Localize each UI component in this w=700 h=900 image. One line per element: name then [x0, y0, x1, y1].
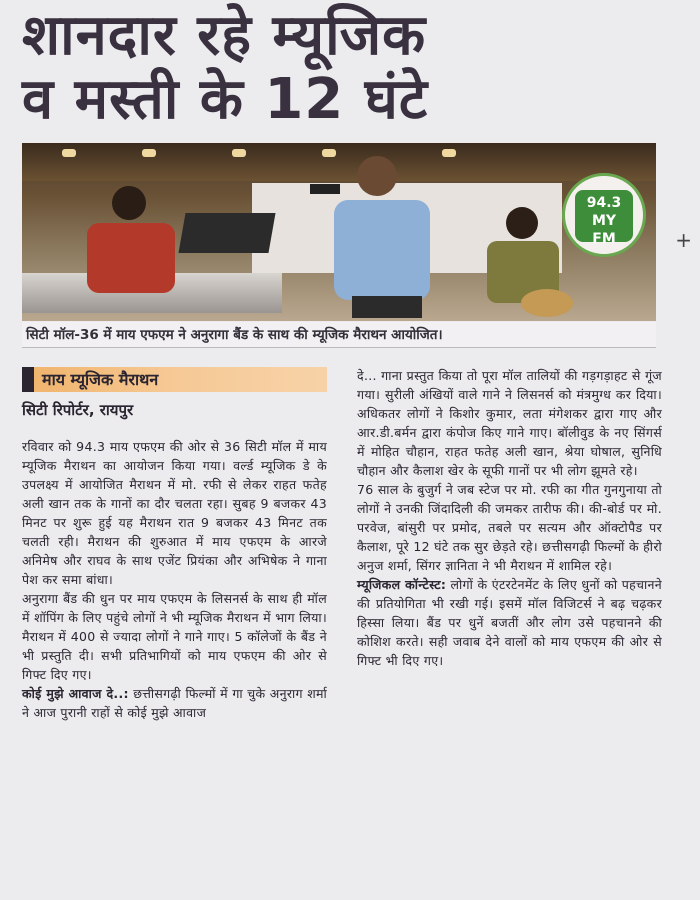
paragraph: अनुरागा बैंड की धुन पर माय एफएम के लिसनर्स के साथ ही मॉल में शॉपिंग के लिए पहुंचे लोगों ने भी म्यूजिक मैराथन में भाग लिया। मैराथन में 400 से ज्यादा लोगों ने गाने गाए। 5 कॉलेजों के बैंड ने भी प्रस्तुति दी। सभी प्रतिभागियों को माय एफएम की ओर से गिफ्ट दिए गए।: [22, 591, 327, 682]
paragraph-text: छत्तीसगढ़ी फिल्मों में गा चुके अनुराग शर्मा ने आज पुरानी राहों से कोई मुझे आवाज: [22, 686, 328, 720]
article-column-2: [357, 366, 662, 670]
ceiling-light: [142, 149, 156, 157]
photo-caption: सिटी मॉल-36 में माय एफएम ने अनुरागा बैंड के साथ की म्यूजिक मैराथन आयोजित।: [22, 322, 656, 348]
headline-line-2: व मस्ती के 12 घंटे: [22, 67, 429, 132]
subheading: म्यूजिकल कॉन्टेस्ट:: [357, 577, 447, 592]
byline: सिटी रिपोर्टर, रायपुर: [22, 401, 134, 419]
paragraph: 76 साल के बुजुर्ग ने जब स्टेज पर मो. रफी का गीत गुनगुनाया तो लोगों ने उनकी जिंदादिली की जमकर तारीफ की। की-बोर्ड पर मो. परवेज, बांसुरी पर प्रमोद, तबले पर सत्यम और ऑक्टोपैड पर कैलाश, पूरे 12 घंटे तक सुर छेड़ते रहे। छत्तीसगढ़ी फिल्मों के हीरो अनुज शर्मा, सिंगर ज्ञानिता ने भी मैराथन में शामिल रहे।: [357, 482, 662, 573]
ceiling-light: [232, 149, 246, 157]
kicker-bar: [22, 367, 34, 392]
article-column-1: [22, 437, 327, 722]
paragraph: रविवार को 94.3 माय एफएम की ओर से 36 सिटी मॉल में माय म्यूजिक मैराथन का आयोजन किया गया। वर्ल्ड म्यूजिक डे के उपलक्ष्य में आयोजित मैराथन में मो. रफी से लेकर राहत फतेह अली खान तक के गानों का दौर चलता रहा। सुबह 9 बजकर 43 मिनट पर शुरू हुई यह मैराथन रात 9 बजकर 43 मिनट तक चलती रही। मैराथन की शुरुआत में माय एफएम के आरजे अनिमेष और राघव के साथ एजेंट प्रियंका और अभिषेक ने गाना पेश कर समा बांधा।: [22, 439, 327, 587]
paragraph: [22, 684, 327, 722]
paragraph: दे... गाना प्रस्तुत किया तो पूरा मॉल तालियों की गड़गड़ाहट से गूंज गया। सुरीली अंखियों वाले गाने ने लिसनर्स को मंत्रमुग्ध कर दिया। अधिकतर लोगों ने किशोर कुमार, लता मंगेशकर द्वारा गाए और आर.डी.बर्मन द्वारा कंपोज किए गाने गाए। बॉलीवुड के नए सिंगर्स में मोहित चौहान, राहत फतेह अली खान, श्रेया घोषाल, सुनिधि चौहान और कैलाश खेर के सूफी गानों पर भी लोग झूमते रहे।: [357, 368, 662, 478]
headline-line-1: शानदार रहे म्यूजिक: [22, 3, 427, 68]
logo-my: MY: [591, 213, 617, 229]
paragraph: [357, 575, 662, 670]
keyboard-player-figure: [67, 183, 197, 293]
ceiling-light: [62, 149, 76, 157]
radio-station-logo: [562, 173, 646, 257]
paragraph-text: लोगों के एंटरटेनमेंट के लिए धुनों को पहचानने की प्रतियोगिता भी रखी गई। इसमें मॉल विजिटर्स ने बढ़ चढ़कर हिस्सा लिया। बैंड पर धुनें बजतीं और लोग उसे पहचानने की कोशिश करते। सही जवाब देने वालों को माय एफएम की ओर से गिफ्ट भी दिए गए।: [357, 577, 663, 668]
event-photo: [22, 143, 656, 321]
kicker-text: माय म्यूजिक मैराथन: [42, 370, 159, 389]
section-kicker: [22, 367, 327, 392]
logo-frequency: 94.3: [586, 195, 622, 211]
subheading: कोई मुझे आवाज दे..:: [22, 686, 129, 701]
logo-fm: FM: [592, 231, 616, 247]
registration-mark-icon: +: [675, 228, 692, 252]
headline: [22, 4, 672, 132]
